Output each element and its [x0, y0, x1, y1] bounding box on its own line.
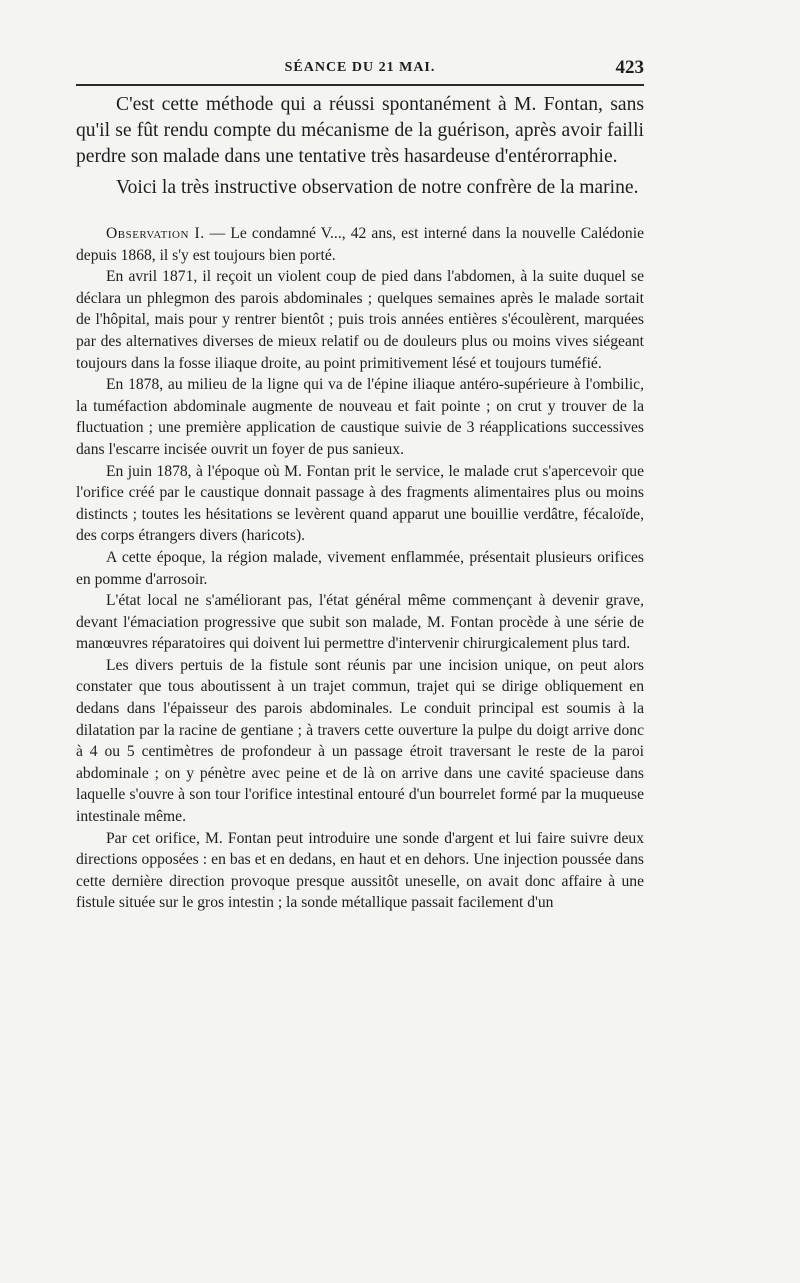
- observation-paragraph: L'état local ne s'améliorant pas, l'état général même commençant à devenir grave, devant l'émaciation progressive que subit son malade, M. Fontan procède à une série de manœuvres réparatoires qui doivent lui permettre d'intervenir chirurgicalement plus tard.: [76, 592, 644, 653]
- observation-paragraph: Par cet orifice, M. Fontan peut introduire une sonde d'argent et lui faire suivre deux directions opposées : en bas et en dedans, en haut et en dehors. Une injection poussée dans cette dernière direction provoque presque aussitôt uneselle, on avait donc affaire à une fistule située sur le gros intestin ; la sonde métallique passait facilement d'un: [76, 829, 644, 912]
- observation-paragraph: A cette époque, la région malade, vivement enflammée, présentait plusieurs orifices en pomme d'arrosoir.: [76, 548, 644, 588]
- observation-label: Observation I.: [106, 225, 205, 242]
- observation-intro-text: — Le condamné V..., 42 ans, est interné dans la nouvelle Calédonie depuis 1868, il s'y est toujours bien porté.: [76, 225, 644, 264]
- observation-section: [76, 223, 644, 914]
- page-header: [76, 56, 644, 82]
- body-text: [76, 92, 644, 914]
- observation-paragraph: En 1878, au milieu de la ligne qui va de l'épine iliaque antéro-supérieure à l'ombilic, la tuméfaction abdominale augmente de nouveau et fait pointe ; on crut y trouver de la fluctuation ; une première application de caustique suivie de 3 réapplications successives dans l'escarre incisée ouvrit un foyer de pus sanieux.: [76, 376, 644, 458]
- lead-section: [76, 92, 644, 201]
- observation-intro: [76, 223, 644, 266]
- observation-paragraph: En juin 1878, à l'époque où M. Fontan prit le service, le malade crut s'apercevoir que l'orifice créé par le caustique donnait passage à des fragments alimentaires plus ou moins distincts ; toutes les hésitations se levèrent quand apparut une bouillie verdâtre, fécaloïde, des corps étrangers divers (haricots).: [76, 462, 644, 545]
- page-number: 423: [615, 57, 644, 78]
- observation-paragraph: Les divers pertuis de la fistule sont réunis par une incision unique, on peut alors constater que tous aboutissent à un trajet commun, trajet qui se dirige obliquement en dedans dans l'épaisseur des parois abdominales. Le conduit principal est soumis à la dilatation par la racine de gentiane ; à travers cette ouverture la pulpe du doigt arrive donc à 4 ou 5 centimètres de profondeur à un passage étroit traversant le reste de la paroi abdominale ; on y pénètre avec peine et de là on arrive dans une cavité spacieuse dans laquelle s'ouvre à son tour l'orifice intestinal entouré d'un bourrelet formé par la muqueuse intestinale même.: [76, 656, 644, 826]
- lead-paragraph: Voici la très instructive observation de notre confrère de la marine.: [116, 177, 639, 198]
- observation-paragraph: En avril 1871, il reçoit un violent coup de pied dans l'abdomen, à la suite duquel se déclara un phlegmon des parois abdominales ; quelques semaines après le malade sortait de l'hôpital, mais pour y rentrer bientôt ; puis trois années entières s'écoulèrent, marquées par des alternatives diverses de mieux relatif ou de douleurs plus ou moins vives siégeant toujours dans la fosse iliaque droite, au point primitivement lésé et toujours tuméfié.: [76, 268, 644, 372]
- header-rule: [76, 84, 644, 86]
- lead-paragraph: C'est cette méthode qui a réussi spontanément à M. Fontan, sans qu'il se fût rendu compte du mécanisme de la guérison, après avoir failli perdre son malade dans une tentative très hasardeuse d'entérorraphie.: [76, 94, 644, 167]
- running-head: SÉANCE DU 21 MAI.: [284, 60, 436, 75]
